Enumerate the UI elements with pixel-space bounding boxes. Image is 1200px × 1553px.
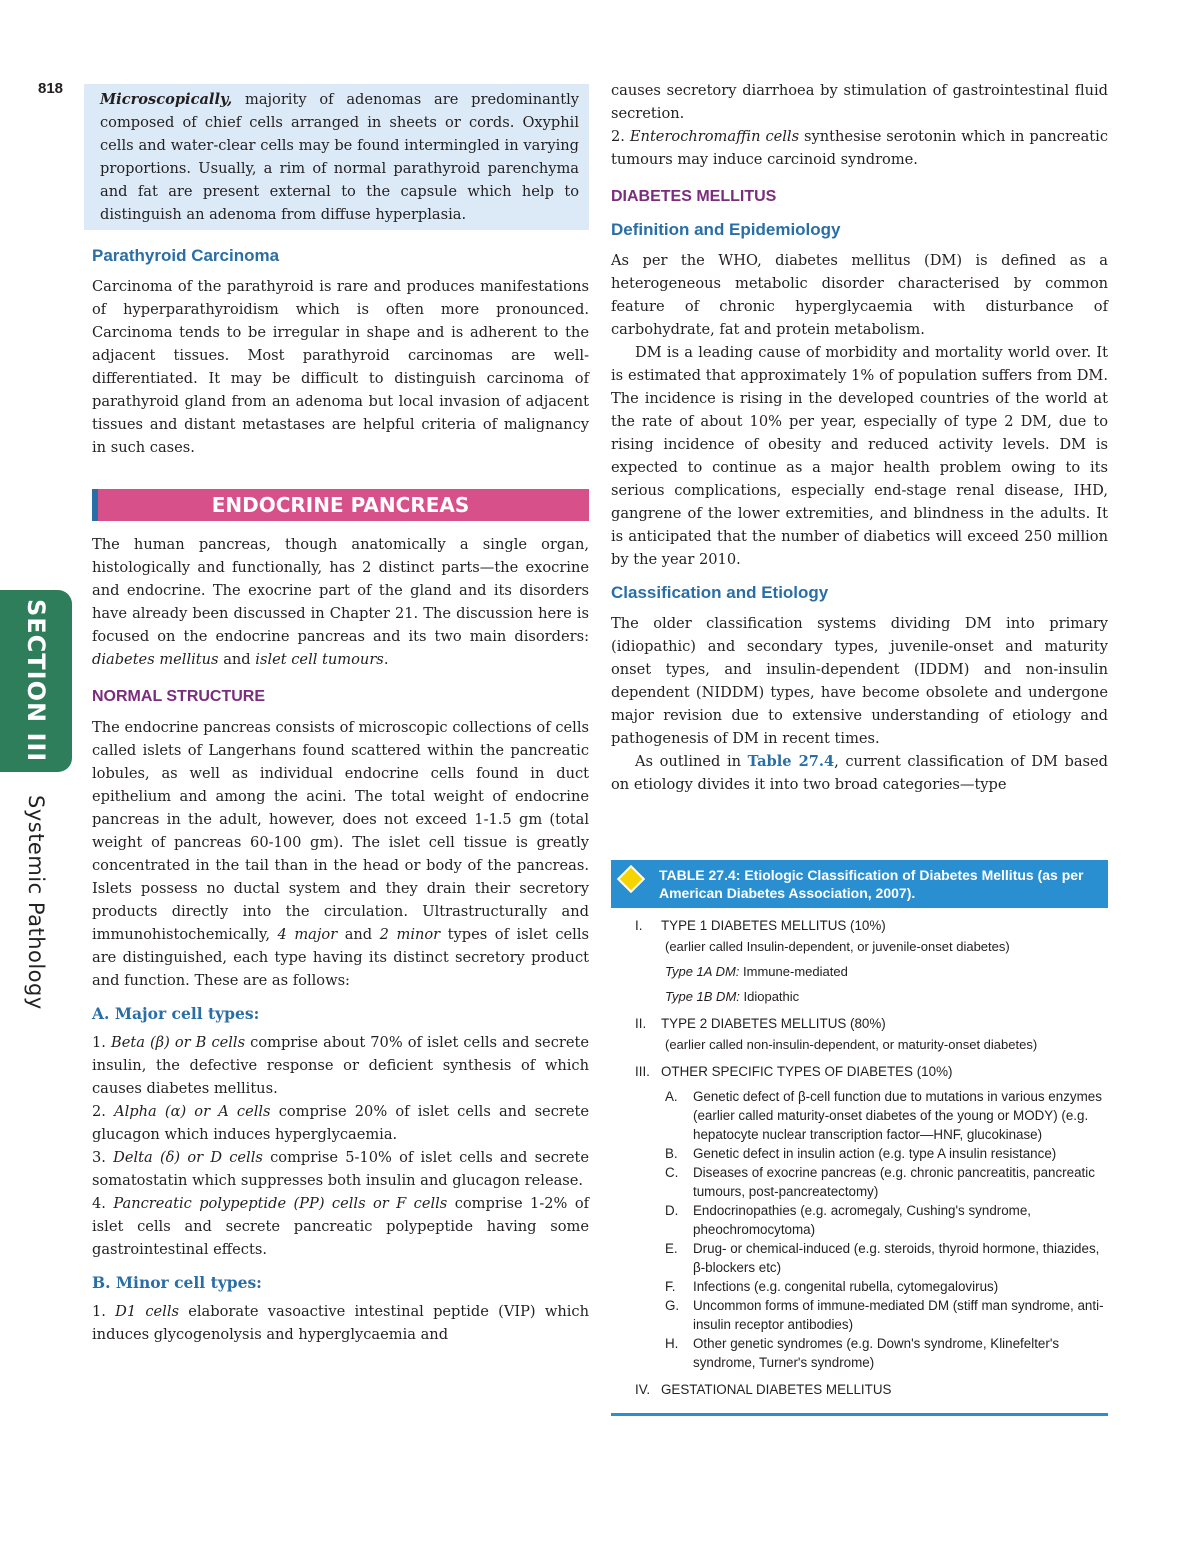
subtype-label: Type 1B DM:: [665, 989, 740, 1004]
item-letter: B.: [665, 1146, 678, 1161]
item-text: comprise about 70% of islet cells and secrete insulin, the defective response or deficient synthesis of which causes diabetes mellitus.: [92, 1034, 589, 1097]
item-term: Beta (β) or B cells: [110, 1034, 246, 1051]
normal-text-1: The endocrine pancreas consists of microscopic collections of cells called islets of Langerhans found scattered within the pancreatic lobules, as well as individual endocrine cells found in duct epithelium and among the acini. The total weight of endocrine pancreas in the adult, however, does not exceed 1-1.5 gm (total weight of pancreas 60-100 gm). The islet cell tissue is greatly concentrated in the tail than in the head or body of the pancreas. Islets possess no ductal system and they drain their secretory products directly into the circulation. Ultrastructurally and immunohistochemically,: [92, 719, 589, 943]
item-text: Endocrinopathies (e.g. acromegaly, Cushing's syndrome, pheochromocytoma): [693, 1203, 1031, 1237]
item-text: Drug- or chemical-induced (e.g. steroids, thyroid hormone, thiazides, β-blockers etc): [693, 1241, 1100, 1275]
minor-cell-heading: B. Minor cell types:: [92, 1273, 262, 1292]
subtype-1a: [665, 962, 1108, 981]
intro-paragraph: [92, 533, 589, 671]
row-num: III.: [635, 1064, 650, 1079]
item-text: Diseases of exocrine pancreas (e.g. chronic pancreatitis, pancreatic tumours, post-pancreatectomy): [693, 1165, 1095, 1199]
item-term: D1 cells: [115, 1303, 179, 1320]
list-item: [665, 1087, 1108, 1144]
row-text: TYPE 1 DIABETES MELLITUS (10%): [661, 918, 886, 933]
table-body: [611, 908, 1108, 1407]
item-term: Pancreatic polypeptide (PP) cells or F cells: [113, 1195, 448, 1212]
table-row: [611, 1062, 1108, 1081]
class-text-b: , current classification of DM based on etiology divides it into two broad categories—type: [611, 753, 1108, 793]
definition-paragraph-2: DM is a leading cause of morbidity and mortality world over. It is estimated that approximately 1% of population suffers from DM. The incidence is rising in the developed countries of the world at the rate of about 10% per year, especially of type 2 DM, due to rising incidence of obesity and reduced activity levels. DM is expected to continue as a major health problem owing to its serious complications, especially end-stage renal disease, IHD, gangrene of the lower extremities, and blindness in the adults. It is anticipated that the number of diabetics will exceed 250 million by the year 2010.: [611, 344, 1108, 568]
subtype-text: Immune-mediated: [739, 964, 848, 979]
enterochromaffin-item: [611, 125, 1108, 171]
minor-cell-item: [92, 1300, 589, 1346]
subtype-1b: [665, 987, 1108, 1006]
item-text: comprise 20% of islet cells and secrete glucagon which induces hyperglycaemia.: [92, 1103, 589, 1143]
table-title: TABLE 27.4: Etiologic Classification of Diabetes Mellitus (as per American Diabetes Association, 2007).: [659, 867, 1084, 901]
row-num: II.: [635, 1016, 647, 1031]
classification-paragraph-2: [611, 750, 1108, 796]
row-text: OTHER SPECIFIC TYPES OF DIABETES (10%): [661, 1064, 953, 1079]
item-term: Enterochromaffin cells: [629, 128, 800, 145]
section-tab: [0, 590, 72, 772]
major-cell-item: [92, 1100, 589, 1146]
row-note: (earlier called non-insulin-dependent, or maturity-onset diabetes): [665, 1037, 1038, 1052]
normal-term-major: 4 major: [277, 926, 338, 943]
definition-heading: Definition and Epidemiology: [611, 220, 841, 239]
item-letter: C.: [665, 1165, 679, 1180]
list-item: [665, 1277, 1108, 1296]
item-text: Genetic defect in insulin action (e.g. type A insulin resistance): [693, 1146, 1057, 1161]
major-cell-heading: A. Major cell types:: [92, 1004, 260, 1023]
classification-paragraph-1: The older classification systems dividing DM into primary (idiopathic) and secondary types, juvenile-onset and maturity onset types, and insulin-dependent (IDDM) and non-insulin dependent (NIDDM) types, have become obsolete and undergone major revision due to extensive understanding of etiology and pathogenesis of DM in recent times.: [611, 615, 1108, 747]
item-num: 1.: [92, 1303, 116, 1320]
left-column: [92, 84, 589, 1346]
item-num: 2.: [611, 128, 630, 145]
intro-and: and: [218, 651, 256, 668]
item-letter: G.: [665, 1298, 680, 1313]
table-row: [611, 1380, 1108, 1399]
item-num: 3.: [92, 1149, 114, 1166]
intro-end: .: [383, 651, 389, 668]
definition-paragraph-1: As per the WHO, diabetes mellitus (DM) is defined as a heterogeneous metabolic disorder characterised by common feature of chronic hyperglycaemia with disturbance of carbohydrate, fat and protein metabolism.: [611, 252, 1108, 338]
page-number: 818: [38, 80, 64, 97]
subtype-label: Type 1A DM:: [665, 964, 740, 979]
normal-structure-paragraph: [92, 716, 589, 992]
item-term: Alpha (α) or A cells: [114, 1103, 271, 1120]
normal-term-minor: 2 minor: [379, 926, 441, 943]
item-text: comprise 5-10% of islet cells and secrete somatostatin which suppresses both insulin and glucagon release.: [92, 1149, 589, 1189]
major-cell-item: [92, 1146, 589, 1192]
table-row: [611, 1014, 1108, 1033]
normal-text-2: types of islet cells are distinguished, each type having its distinct secretory product and function. These are as follows:: [92, 926, 589, 989]
diamond-icon: [617, 865, 645, 893]
item-text: elaborate vasoactive intestinal peptide (VIP) which induces glycogenolysis and hyperglycaemia and: [92, 1303, 589, 1343]
right-column: [611, 79, 1108, 796]
item-text: comprise 1-2% of islet cells and secrete pancreatic polypeptide having some gastrointestinal effects.: [92, 1195, 590, 1258]
row-text: TYPE 2 DIABETES MELLITUS (80%): [661, 1016, 886, 1031]
row-num: IV.: [635, 1382, 651, 1397]
normal-structure-heading: NORMAL STRUCTURE: [92, 688, 266, 705]
item-letter: D.: [665, 1203, 679, 1218]
table-reference-link[interactable]: Table 27.4: [747, 753, 835, 770]
list-item: [665, 1144, 1108, 1163]
item-letter: H.: [665, 1336, 679, 1351]
list-item: [665, 1239, 1108, 1277]
section-name: Systemic Pathology: [24, 795, 48, 1010]
item-term: Delta (δ) or D cells: [113, 1149, 263, 1166]
carcinoma-paragraph: Carcinoma of the parathyroid is rare and produces manifestations of hyperparathyroidism which is often more pronounced. Carcinoma tends to be irregular in shape and is adherent to the adjacent tissues. Most parathyroid carcinomas are well-differentiated. It may be difficult to distinguish carcinoma of parathyroid gland from an adenoma but local invasion of adjacent tissues and distant metastases are helpful criteria of malignancy in such cases.: [92, 278, 589, 456]
item-num: 2.: [92, 1103, 115, 1120]
table-row: [611, 916, 1108, 935]
classification-heading: Classification and Etiology: [611, 583, 829, 602]
normal-and: and: [337, 926, 380, 943]
class-text-a: As outlined in: [635, 753, 748, 770]
subtype-text: Idiopathic: [739, 989, 800, 1004]
item-num: 1.: [92, 1034, 111, 1051]
item-text: Other genetic syndromes (e.g. Down's syndrome, Klinefelter's syndrome, Turner's syndrome): [693, 1336, 1060, 1370]
row-text: GESTATIONAL DIABETES MELLITUS: [661, 1382, 892, 1397]
item-letter: A.: [665, 1089, 678, 1104]
item-text: Uncommon forms of immune-mediated DM (stiff man syndrome, anti-insulin receptor antibodies): [693, 1298, 1104, 1332]
intro-term-tumours: islet cell tumours: [255, 651, 384, 668]
list-item: [665, 1334, 1108, 1372]
item-letter: E.: [665, 1241, 678, 1256]
carcinoma-heading: Parathyroid Carcinoma: [92, 246, 280, 265]
table-header: [611, 860, 1108, 908]
microscopy-box: [84, 84, 589, 230]
item-num: 4.: [92, 1195, 114, 1212]
item-text: Infections (e.g. congenital rubella, cytomegalovirus): [693, 1279, 999, 1294]
item-text: Genetic defect of β-cell function due to mutations in various enzymes (earlier called maturity-onset diabetes of the young or MODY) (e.g. hepatocyte nuclear transcription factor—HNF, glucokinase): [693, 1089, 1102, 1142]
table-bottom-rule: [611, 1413, 1108, 1416]
major-cell-item: [92, 1031, 589, 1100]
list-item: [665, 1201, 1108, 1239]
section-tab-label: SECTION III: [22, 599, 50, 763]
box-text: majority of adenomas are predominantly composed of chief cells arranged in sheets or cords. Oxyphil cells and water-clear cells may be found intermingled in varying proportions. Usually, a rim of normal parathyroid parenchyma and fat are present external to the capsule which help to distinguish an adenoma from diffuse hyperplasia.: [100, 91, 579, 223]
item-letter: F.: [665, 1279, 676, 1294]
continued-paragraph: causes secretory diarrhoea by stimulation of gastrointestinal fluid secretion.: [611, 82, 1108, 122]
diabetes-heading: DIABETES MELLITUS: [611, 188, 777, 205]
item-text: synthesise serotonin which in pancreatic tumours may induce carcinoid syndrome.: [611, 128, 1108, 168]
intro-term-dm: diabetes mellitus: [92, 651, 219, 668]
classification-table: [611, 860, 1108, 1416]
intro-text: The human pancreas, though anatomically a single organ, histologically and functionally, has 2 distinct parts—the exocrine and endocrine. The exocrine part of the gland and its disorders have already been discussed in Chapter 21. The discussion here is focused on the endocrine pancreas and its two main disorders:: [92, 536, 589, 645]
list-item: [665, 1296, 1108, 1334]
major-cell-item: [92, 1192, 589, 1261]
row-note: (earlier called Insulin-dependent, or juvenile-onset diabetes): [665, 939, 1010, 954]
endocrine-pancreas-banner: ENDOCRINE PANCREAS: [92, 489, 589, 521]
list-item: [665, 1163, 1108, 1201]
box-lead: Microscopically,: [100, 91, 233, 108]
row-num: I.: [635, 918, 643, 933]
